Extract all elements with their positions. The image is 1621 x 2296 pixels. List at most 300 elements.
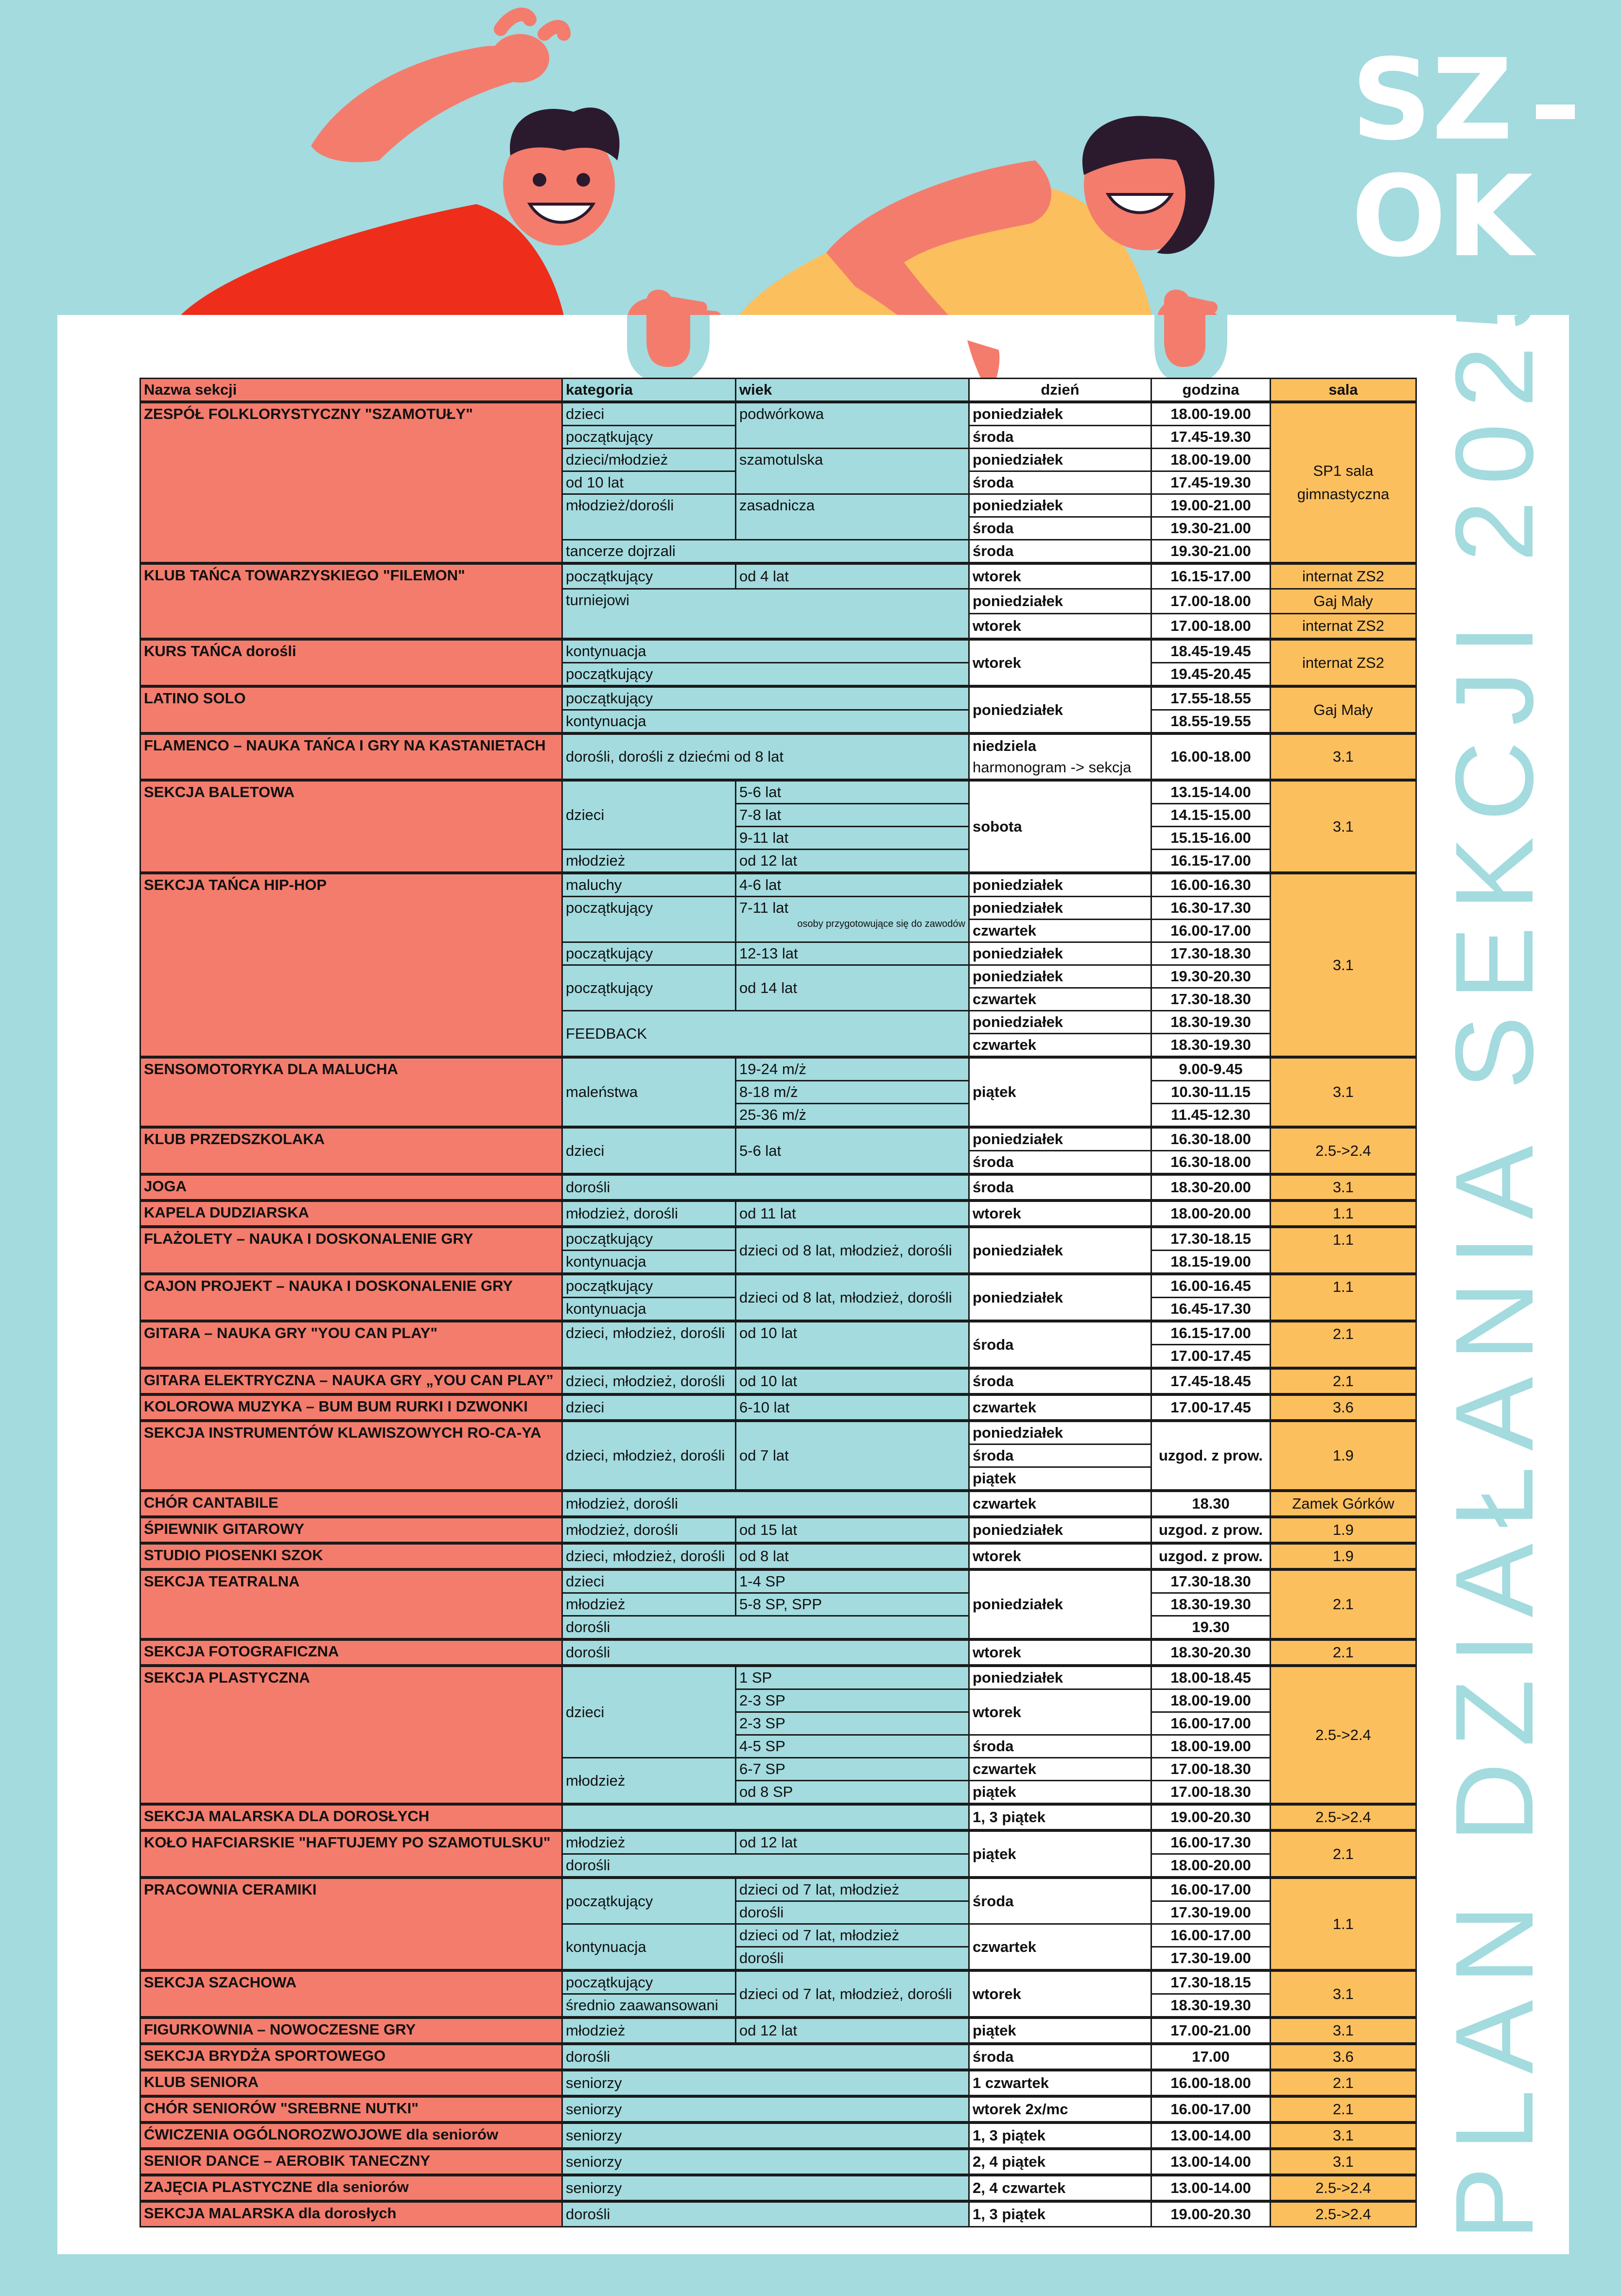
age-cell: od 15 lat xyxy=(736,1517,969,1543)
time-cell: 18.00-18.45 xyxy=(1151,1666,1271,1689)
table-row xyxy=(140,1491,1416,1517)
table-row xyxy=(140,1368,1416,1394)
room-cell: 2.5->2.4 xyxy=(1271,2175,1416,2201)
time-cell: 18.00-20.00 xyxy=(1151,1200,1271,1227)
age-cell: podwórkowa xyxy=(736,402,969,449)
table-row xyxy=(140,1569,1416,1593)
section-klub-sen xyxy=(140,2070,1416,2096)
category-cell: młodzież xyxy=(562,2018,736,2044)
time-cell: 16.00-16.30 xyxy=(1151,873,1271,897)
room-cell: 1.9 xyxy=(1271,1421,1416,1491)
day-cell: piątek xyxy=(969,1781,1151,1805)
day-cell: środa xyxy=(969,1321,1151,1368)
category-cell: młodzież/dorośli xyxy=(562,494,736,540)
category-cell: początkujący xyxy=(562,942,736,965)
section-name: KAPELA DUDZIARSKA xyxy=(140,1200,562,1227)
time-cell: 16.00-17.00 xyxy=(1151,920,1271,942)
time-cell: 16.15-17.00 xyxy=(1151,563,1271,589)
room-cell: 3.1 xyxy=(1271,780,1416,873)
section-name: SEKCJA SZACHOWA xyxy=(140,1970,562,2018)
time-cell: 18.30-19.30 xyxy=(1151,1994,1271,2018)
table-row xyxy=(140,1878,1416,1901)
age-cell: 6-10 lat xyxy=(736,1394,969,1421)
age-cell: dzieci od 8 lat, młodzież, dorośli xyxy=(736,1274,969,1321)
section-name: SEKCJA TEATRALNA xyxy=(140,1569,562,1639)
day-cell: czwartek xyxy=(969,988,1151,1011)
section-plast xyxy=(140,1666,1416,1804)
section-joga xyxy=(140,1174,1416,1200)
section-dance xyxy=(140,2149,1416,2175)
table-row xyxy=(140,1970,1416,1994)
section-kapela xyxy=(140,1200,1416,1227)
category-cell: początkujący xyxy=(562,1970,736,1994)
room-cell: 2.1 xyxy=(1271,1639,1416,1666)
header-age: wiek xyxy=(736,379,969,402)
time-cell: 16.30-17.30 xyxy=(1151,897,1271,920)
age-cell: dzieci od 8 lat, młodzież, dorośli xyxy=(736,1227,969,1274)
time-cell: 19.00-20.30 xyxy=(1151,2201,1271,2227)
room-cell: 3.1 xyxy=(1271,733,1416,780)
room-cell: Zamek Górków xyxy=(1271,1491,1416,1517)
table-row xyxy=(140,2149,1416,2175)
svg-text:OK: OK xyxy=(1351,152,1533,270)
category-cell: młodzież xyxy=(562,850,736,873)
day-extra: harmonogram -> sekcja xyxy=(973,759,1132,776)
category-cell: początkujący xyxy=(562,965,736,1011)
age-cell: 6-7 SP xyxy=(736,1758,969,1781)
room-cell: 2.5->2.4 xyxy=(1271,2201,1416,2227)
day-cell: środa xyxy=(969,1151,1151,1175)
time-cell: 9.00-9.45 xyxy=(1151,1057,1271,1081)
category-cell: młodzież xyxy=(562,1593,736,1616)
time-cell: 13.00-14.00 xyxy=(1151,2149,1271,2175)
age-cell: dzieci od 7 lat, młodzież xyxy=(736,1878,969,1901)
day-cell: czwartek xyxy=(969,1394,1151,1421)
category-cell: początkujący xyxy=(562,897,736,942)
time-cell: 18.00-19.00 xyxy=(1151,402,1271,426)
time-cell: 18.00-19.00 xyxy=(1151,449,1271,471)
time-cell: 17.30-19.00 xyxy=(1151,1947,1271,1971)
room-cell: 2.1 xyxy=(1271,1321,1416,1368)
category-cell: dzieci xyxy=(562,1394,736,1421)
age-cell xyxy=(736,897,969,942)
time-cell: 18.15-19.00 xyxy=(1151,1251,1271,1274)
section-name: KOŁO HAFCIARSKIE "HAFTUJEMY PO SZAMOTULSKU" xyxy=(140,1830,562,1878)
day-cell: poniedziałek xyxy=(969,1517,1151,1543)
table-row xyxy=(140,2070,1416,2096)
room-cell: Gaj Mały xyxy=(1271,686,1416,733)
day-cell: poniedziałek xyxy=(969,1421,1151,1444)
table-row xyxy=(140,1057,1416,1081)
section-hiphop xyxy=(140,873,1416,1057)
room-cell: 2.1 xyxy=(1271,1830,1416,1878)
section-kurs xyxy=(140,639,1416,686)
day-cell: 1 czwartek xyxy=(969,2070,1151,2096)
day-cell: czwartek xyxy=(969,920,1151,942)
category-cell: dzieci xyxy=(562,1666,736,1758)
time-cell: 16.00-17.00 xyxy=(1151,1878,1271,1901)
age-cell: 4-6 lat xyxy=(736,873,969,897)
day-cell: środa xyxy=(969,426,1151,449)
section-chor xyxy=(140,1491,1416,1517)
header-category: kategoria xyxy=(562,379,736,402)
table-row xyxy=(140,873,1416,897)
day-cell: czwartek xyxy=(969,1758,1151,1781)
section-name: FIGURKOWNIA – NOWOCZESNE GRY xyxy=(140,2018,562,2044)
category-cell: młodzież, dorośli xyxy=(562,1491,969,1517)
room-cell: 2.1 xyxy=(1271,2070,1416,2096)
day-cell: wtorek xyxy=(969,1200,1151,1227)
age-cell: 19-24 m/ż xyxy=(736,1057,969,1081)
day-cell: poniedziałek xyxy=(969,1227,1151,1274)
day-cell: poniedziałek xyxy=(969,1011,1151,1034)
age-cell: 2-3 SP xyxy=(736,1712,969,1735)
day-cell: piątek xyxy=(969,1830,1151,1878)
room-cell: 1.1 xyxy=(1271,1878,1416,1970)
section-name: JOGA xyxy=(140,1174,562,1200)
category-cell: kontynuacja xyxy=(562,710,969,734)
room-cell: 1.1 xyxy=(1271,1227,1416,1274)
section-name: SENSOMOTORYKA DLA MALUCHA xyxy=(140,1057,562,1127)
time-cell: 16.45-17.30 xyxy=(1151,1298,1271,1322)
section-gitara-el xyxy=(140,1368,1416,1394)
age-text: 7-11 lat xyxy=(739,899,789,916)
table-row xyxy=(140,1274,1416,1298)
section-zaj-plast xyxy=(140,2175,1416,2201)
table-row xyxy=(140,1804,1416,1830)
time-cell: 18.55-19.55 xyxy=(1151,710,1271,734)
section-name: SENIOR DANCE – AEROBIK TANECZNY xyxy=(140,2149,562,2175)
section-name: SEKCJA MALARSKA dla dorosłych xyxy=(140,2201,562,2227)
age-cell: od 12 lat xyxy=(736,850,969,873)
table-row xyxy=(140,2201,1416,2227)
age-cell: dorośli xyxy=(736,1901,969,1924)
time-cell: 17.30-18.30 xyxy=(1151,1569,1271,1593)
time-cell: 13.00-14.00 xyxy=(1151,2175,1271,2201)
table-row xyxy=(140,2018,1416,2044)
time-cell: 15.15-16.00 xyxy=(1151,827,1271,850)
table-row xyxy=(140,686,1416,710)
time-cell: 18.00-19.00 xyxy=(1151,1689,1271,1712)
age-cell: 4-5 SP xyxy=(736,1735,969,1758)
section-latino xyxy=(140,686,1416,733)
category-cell: dzieci, młodzież, dorośli xyxy=(562,1321,736,1368)
time-cell: 16.15-17.00 xyxy=(1151,1321,1271,1345)
category-cell: początkujący xyxy=(562,663,969,687)
section-name: KLUB SENIORA xyxy=(140,2070,562,2096)
day-cell: środa xyxy=(969,2044,1151,2070)
category-cell: dorośli xyxy=(562,2044,969,2070)
table-row xyxy=(140,2096,1416,2122)
room-cell: 1.1 xyxy=(1271,1200,1416,1227)
age-cell: dzieci od 7 lat, młodzież, dorośli xyxy=(736,1970,969,2018)
room-cell: 3.1 xyxy=(1271,2018,1416,2044)
category-cell: dzieci xyxy=(562,1127,736,1174)
section-name: SEKCJA FOTOGRAFICZNA xyxy=(140,1639,562,1666)
time-cell: 13.15-14.00 xyxy=(1151,780,1271,804)
time-cell: 10.30-11.15 xyxy=(1151,1081,1271,1104)
category-cell: początkujący xyxy=(562,563,736,589)
section-przedszk xyxy=(140,1127,1416,1174)
svg-text:SZ: SZ xyxy=(1351,41,1513,165)
time-cell: 16.00-17.30 xyxy=(1151,1830,1271,1854)
day-cell: środa xyxy=(969,1368,1151,1394)
section-spiewnik xyxy=(140,1517,1416,1543)
age-cell: 8-18 m/ż xyxy=(736,1081,969,1104)
section-brydz xyxy=(140,2044,1416,2070)
day-cell xyxy=(969,733,1151,780)
age-cell: dorośli xyxy=(736,1947,969,1971)
table-row xyxy=(140,2175,1416,2201)
section-szach xyxy=(140,1970,1416,2018)
table-row xyxy=(140,1127,1416,1151)
day-cell: środa xyxy=(969,1444,1151,1467)
section-name: SEKCJA BRYDŻA SPORTOWEGO xyxy=(140,2044,562,2070)
time-cell: 13.00-14.00 xyxy=(1151,2122,1271,2149)
table-row xyxy=(140,1639,1416,1666)
age-note: osoby przygotowujące się do zawodów xyxy=(797,919,965,929)
category-cell: dorośli xyxy=(562,1174,969,1200)
day-bold: niedziela xyxy=(973,737,1036,754)
section-name: CAJON PROJEKT – NAUKA I DOSKONALENIE GRY xyxy=(140,1274,562,1321)
section-name: FLAMENCO – NAUKA TAŃCA I GRY NA KASTANIETACH xyxy=(140,733,562,780)
header-day: dzień xyxy=(969,379,1151,402)
age-cell: zasadnicza xyxy=(736,494,969,540)
time-cell: uzgod. z prow. xyxy=(1151,1517,1271,1543)
section-kolorowa xyxy=(140,1394,1416,1421)
category-cell: FEEDBACK xyxy=(562,1011,969,1058)
time-cell: 19.30 xyxy=(1151,1616,1271,1640)
room-cell: 1.1 xyxy=(1271,1274,1416,1321)
time-cell: 17.45-19.30 xyxy=(1151,426,1271,449)
category-cell: maleństwa xyxy=(562,1057,736,1127)
category-cell: dzieci, młodzież, dorośli xyxy=(562,1368,736,1394)
time-cell: 16.00-18.00 xyxy=(1151,733,1271,780)
room-cell: 1.9 xyxy=(1271,1543,1416,1569)
category-cell: seniorzy xyxy=(562,2070,969,2096)
category-cell: początkujący xyxy=(562,1878,736,1924)
age-cell: dzieci od 7 lat, młodzież xyxy=(736,1924,969,1947)
time-cell: 16.00-16.45 xyxy=(1151,1274,1271,1298)
category-cell: dzieci xyxy=(562,1569,736,1593)
category-cell: początkujący xyxy=(562,426,736,449)
section-name: ZAJĘCIA PLASTYCZNE dla seniorów xyxy=(140,2175,562,2201)
age-cell: od 11 lat xyxy=(736,1200,969,1227)
age-cell: od 14 lat xyxy=(736,965,969,1011)
category-cell: tancerze dojrzali xyxy=(562,540,969,564)
room-cell: SP1 sala gimnastyczna xyxy=(1271,402,1416,563)
time-cell: 19.45-20.45 xyxy=(1151,663,1271,687)
day-cell: wtorek xyxy=(969,1543,1151,1569)
section-name: GITARA – NAUKA GRY "YOU CAN PLAY" xyxy=(140,1321,562,1368)
room-cell: 3.1 xyxy=(1271,1057,1416,1127)
category-cell: początkujący xyxy=(562,1274,736,1298)
day-cell: wtorek xyxy=(969,1689,1151,1735)
day-cell: środa xyxy=(969,540,1151,564)
section-name: STUDIO PIOSENKI SZOK xyxy=(140,1543,562,1569)
category-cell: dzieci xyxy=(562,402,736,426)
time-cell: 18.00-19.00 xyxy=(1151,1735,1271,1758)
category-cell: kontynuacja xyxy=(562,639,969,663)
room-cell: 3.1 xyxy=(1271,1970,1416,2018)
table-row xyxy=(140,1830,1416,1854)
table-row xyxy=(140,780,1416,804)
vertical-title: PLAN DZIAŁANIA SEKCJI 2025 xyxy=(1433,253,1556,2241)
table-row xyxy=(140,563,1416,589)
age-cell: 5-6 lat xyxy=(736,780,969,804)
room-cell: 2.1 xyxy=(1271,1569,1416,1639)
time-cell: 17.30-19.00 xyxy=(1151,1901,1271,1924)
section-name: KLUB TAŃCA TOWARZYSKIEGO "FILEMON" xyxy=(140,563,562,639)
table-row xyxy=(140,1421,1416,1444)
day-cell: 2, 4 czwartek xyxy=(969,2175,1151,2201)
category-cell: początkujący xyxy=(562,1227,736,1251)
age-cell: od 8 lat xyxy=(736,1543,969,1569)
section-name: SEKCJA PLASTYCZNA xyxy=(140,1666,562,1804)
room-cell: 2.5->2.4 xyxy=(1271,1804,1416,1830)
day-cell: czwartek xyxy=(969,1034,1151,1058)
time-cell: 19.00-20.30 xyxy=(1151,1804,1271,1830)
section-balet xyxy=(140,780,1416,873)
age-cell: od 10 lat xyxy=(736,1321,969,1368)
day-cell: wtorek xyxy=(969,639,1151,686)
age-cell: od 8 SP xyxy=(736,1781,969,1805)
time-cell: 19.00-21.00 xyxy=(1151,494,1271,517)
time-cell: 16.00-18.00 xyxy=(1151,2070,1271,2096)
time-cell: 19.30-20.30 xyxy=(1151,965,1271,988)
section-name: SEKCJA MALARSKA DLA DOROSŁYCH xyxy=(140,1804,562,1830)
time-cell: 16.15-17.00 xyxy=(1151,850,1271,873)
category-cell: dorośli xyxy=(562,1616,969,1640)
section-name: ZESPÓŁ FOLKLORYSTYCZNY "SZAMOTUŁY" xyxy=(140,402,562,563)
time-cell: 18.00-20.00 xyxy=(1151,1854,1271,1878)
section-folk xyxy=(140,402,1416,563)
room-cell: 2.5->2.4 xyxy=(1271,1666,1416,1804)
section-name: SEKCJA TAŃCA HIP-HOP xyxy=(140,873,562,1057)
day-cell: sobota xyxy=(969,780,1151,873)
day-cell: poniedziałek xyxy=(969,1127,1151,1151)
category-cell: średnio zaawansowani xyxy=(562,1994,736,2018)
time-cell: 16.00-17.00 xyxy=(1151,1924,1271,1947)
time-cell: uzgod. z prow. xyxy=(1151,1543,1271,1569)
time-cell: 17.00-18.30 xyxy=(1151,1781,1271,1805)
section-studio xyxy=(140,1543,1416,1569)
section-name: PRACOWNIA CERAMIKI xyxy=(140,1878,562,1970)
day-cell: poniedziałek xyxy=(969,873,1151,897)
section-hafciarskie xyxy=(140,1830,1416,1878)
age-cell: 12-13 lat xyxy=(736,942,969,965)
time-cell: 18.30-19.30 xyxy=(1151,1034,1271,1058)
day-cell: piątek xyxy=(969,1057,1151,1127)
section-name: SEKCJA BALETOWA xyxy=(140,780,562,873)
day-cell: czwartek xyxy=(969,1924,1151,1971)
section-cajon xyxy=(140,1274,1416,1321)
section-figurki xyxy=(140,2018,1416,2044)
day-cell: wtorek xyxy=(969,563,1151,589)
time-cell: 18.30-19.30 xyxy=(1151,1593,1271,1616)
day-cell: 1, 3 piątek xyxy=(969,2201,1151,2227)
time-cell: 17.30-18.15 xyxy=(1151,1227,1271,1251)
day-cell: 2, 4 piątek xyxy=(969,2149,1151,2175)
day-cell: środa xyxy=(969,1878,1151,1924)
time-cell: 17.00-18.30 xyxy=(1151,1758,1271,1781)
section-name: KLUB PRZEDSZKOLAKA xyxy=(140,1127,562,1174)
day-cell: poniedziałek xyxy=(969,1666,1151,1689)
age-cell: 1 SP xyxy=(736,1666,969,1689)
table-row xyxy=(140,733,1416,780)
time-cell: 11.45-12.30 xyxy=(1151,1104,1271,1128)
time-cell: 18.45-19.45 xyxy=(1151,639,1271,663)
category-cell: seniorzy xyxy=(562,2122,969,2149)
day-cell: wtorek xyxy=(969,1639,1151,1666)
time-cell: 18.30-20.30 xyxy=(1151,1639,1271,1666)
time-cell: 18.30 xyxy=(1151,1491,1271,1517)
day-cell: środa xyxy=(969,1735,1151,1758)
day-cell: poniedziałek xyxy=(969,1569,1151,1639)
header-time: godzina xyxy=(1151,379,1271,402)
section-malarska2 xyxy=(140,2201,1416,2227)
room-cell: 3.1 xyxy=(1271,873,1416,1057)
table-row xyxy=(140,1321,1416,1345)
section-name: KURS TAŃCA dorośli xyxy=(140,639,562,686)
table-row xyxy=(140,2044,1416,2070)
time-cell: 19.30-21.00 xyxy=(1151,540,1271,564)
time-cell: uzgod. z prow. xyxy=(1151,1421,1271,1491)
time-cell: 17.00-17.45 xyxy=(1151,1345,1271,1369)
table-row xyxy=(140,402,1416,426)
room-cell: 1.9 xyxy=(1271,1517,1416,1543)
age-cell: od 7 lat xyxy=(736,1421,969,1491)
section-name: FLAŻOLETY – NAUKA I DOSKONALENIE GRY xyxy=(140,1227,562,1274)
age-cell: od 12 lat xyxy=(736,1830,969,1854)
time-cell: 16.30-18.00 xyxy=(1151,1151,1271,1175)
age-cell: od 12 lat xyxy=(736,2018,969,2044)
category-cell: dzieci/młodzież xyxy=(562,449,736,471)
time-cell: 18.30-19.30 xyxy=(1151,1011,1271,1034)
day-cell: poniedziałek xyxy=(969,897,1151,920)
category-cell: od 10 lat xyxy=(562,471,736,494)
age-cell: 5-8 SP, SPP xyxy=(736,1593,969,1616)
age-cell: od 4 lat xyxy=(736,563,969,589)
table-row xyxy=(140,1666,1416,1689)
age-cell: 25-36 m/ż xyxy=(736,1104,969,1128)
category-cell: dzieci, młodzież, dorośli xyxy=(562,1421,736,1491)
day-cell: piątek xyxy=(969,1467,1151,1491)
category-cell: kontynuacja xyxy=(562,1924,736,1971)
time-cell: 17.45-19.30 xyxy=(1151,471,1271,494)
day-cell: poniedziałek xyxy=(969,965,1151,988)
category-cell: dzieci xyxy=(562,780,736,850)
time-cell: 17.55-18.55 xyxy=(1151,686,1271,710)
table-row xyxy=(140,2122,1416,2149)
day-cell: 1, 3 piątek xyxy=(969,2122,1151,2149)
room-cell: 3.1 xyxy=(1271,1174,1416,1200)
day-cell: poniedziałek xyxy=(969,589,1151,614)
logo-hand-icon xyxy=(1536,104,1575,119)
section-malarska xyxy=(140,1804,1416,1830)
header-name: Nazwa sekcji xyxy=(140,379,562,402)
time-cell: 17.30-18.30 xyxy=(1151,942,1271,965)
time-cell: 17.00-21.00 xyxy=(1151,2018,1271,2044)
section-ceramika xyxy=(140,1878,1416,1970)
time-cell: 17.00-18.00 xyxy=(1151,589,1271,614)
table-row xyxy=(140,1543,1416,1569)
table-row xyxy=(140,1174,1416,1200)
time-cell: 17.00-17.45 xyxy=(1151,1394,1271,1421)
time-cell: 14.15-15.00 xyxy=(1151,804,1271,827)
time-cell: 16.00-17.00 xyxy=(1151,2096,1271,2122)
room-cell: Gaj Mały xyxy=(1271,589,1416,614)
